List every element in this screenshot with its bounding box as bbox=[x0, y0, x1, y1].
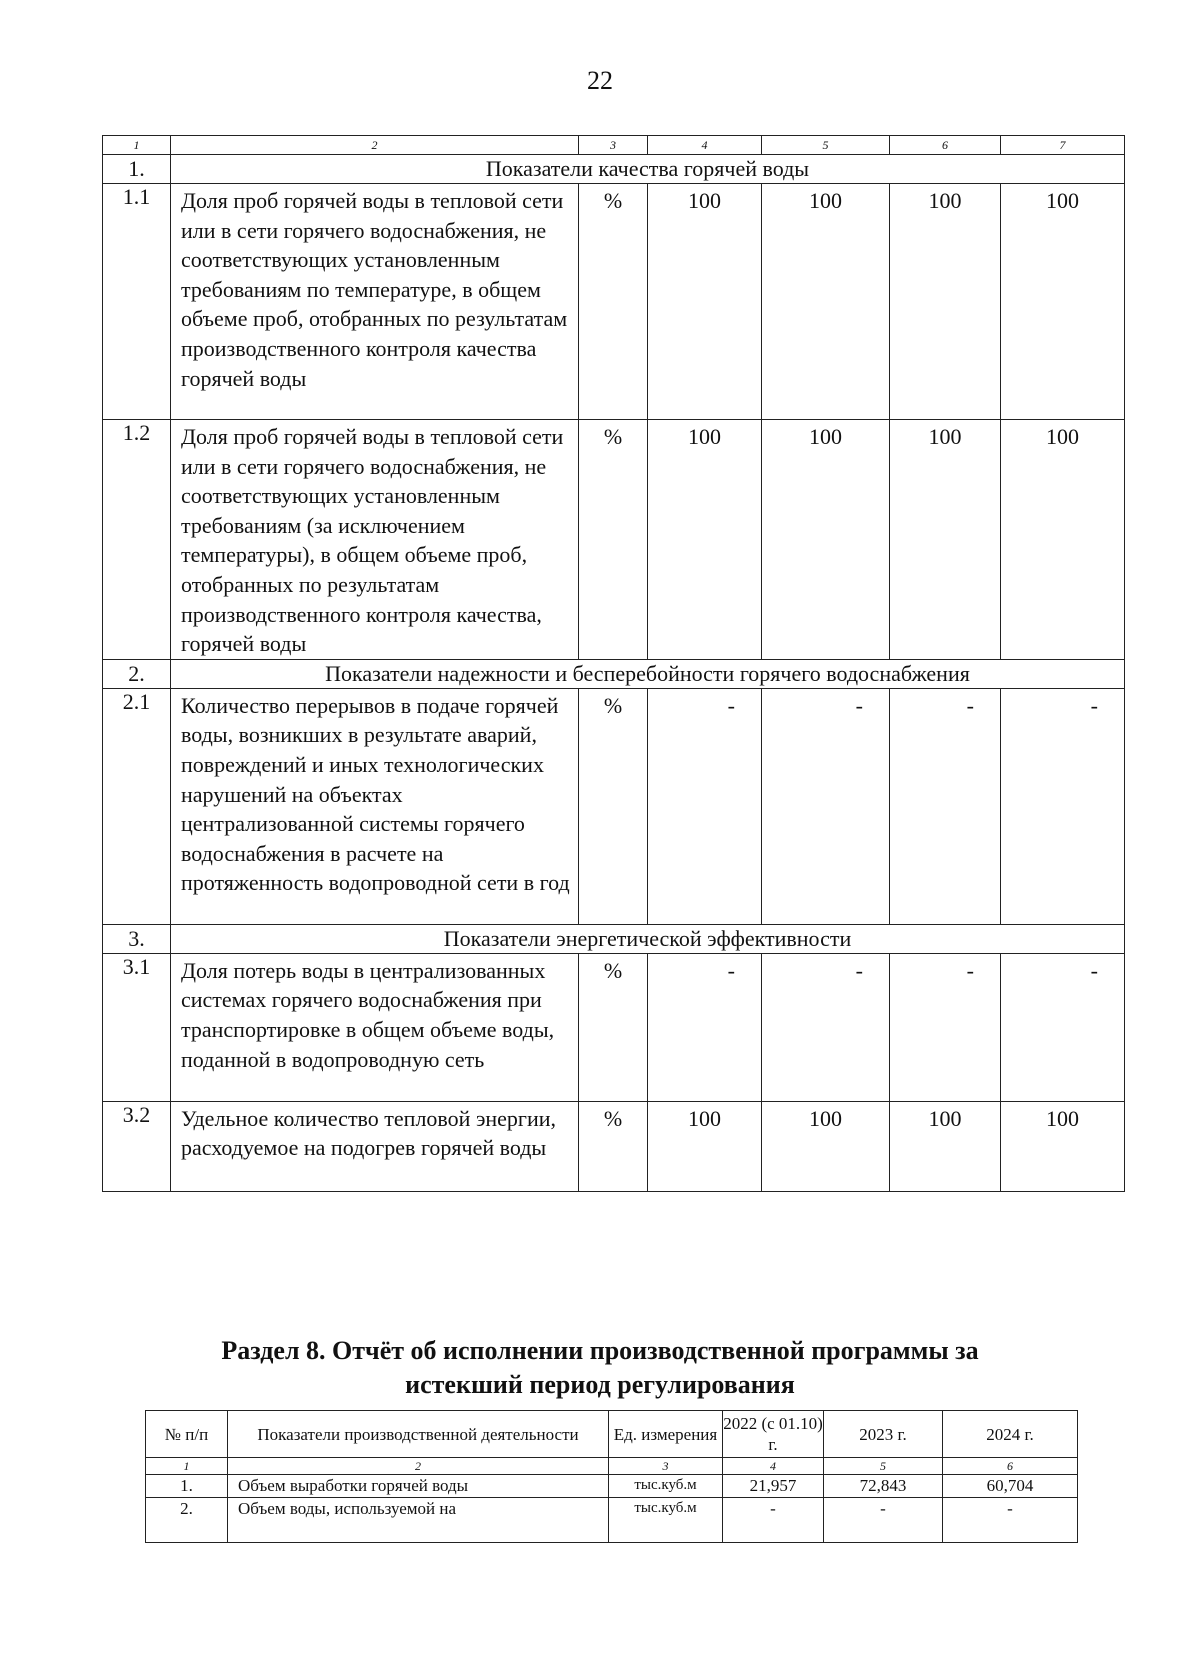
row-number: 2.1 bbox=[103, 688, 171, 924]
section-row bbox=[103, 155, 1125, 184]
value-cell: 100 bbox=[762, 420, 890, 660]
value-cell: 100 bbox=[890, 1101, 1001, 1191]
value-cell: - bbox=[1001, 688, 1125, 924]
header-cell: № п/п bbox=[146, 1411, 228, 1458]
indicator-name: Доля потерь воды в централизованных системах горячего водоснабжения при транспортировке в общем объеме воды, поданной в водопроводную сеть bbox=[171, 953, 579, 1101]
quality-indicators-table bbox=[102, 135, 1125, 1192]
value-cell: 60,704 bbox=[943, 1475, 1078, 1498]
row-number: 1.1 bbox=[103, 184, 171, 420]
header-row bbox=[146, 1411, 1078, 1458]
table-row bbox=[146, 1498, 1078, 1543]
section-title: Показатели энергетической эффективности bbox=[171, 924, 1125, 953]
value-cell: 100 bbox=[762, 1101, 890, 1191]
column-number: 6 bbox=[943, 1458, 1078, 1475]
value-cell: 100 bbox=[1001, 420, 1125, 660]
table-row bbox=[103, 184, 1125, 420]
value-cell: - bbox=[1001, 953, 1125, 1101]
value-cell: 100 bbox=[648, 1101, 762, 1191]
section-8-heading bbox=[0, 1334, 1200, 1402]
header-cell: Показатели производственной деятельности bbox=[228, 1411, 609, 1458]
value-cell: - bbox=[890, 688, 1001, 924]
unit-cell: % bbox=[579, 420, 648, 660]
section-number: 1. bbox=[103, 155, 171, 184]
indicator-name: Доля проб горячей воды в тепловой сети или в сети горячего водоснабжения, не соответствующих установленным требованиям (за исключением температуры), в общем объеме проб, отобранных по результатам производственного контроля качества, горячей воды bbox=[171, 420, 579, 660]
page-number: 22 bbox=[587, 66, 613, 95]
header-cell: Ед. измерения bbox=[609, 1411, 723, 1458]
section-number: 3. bbox=[103, 924, 171, 953]
value-cell: - bbox=[723, 1498, 824, 1543]
row-number: 3.1 bbox=[103, 953, 171, 1101]
table-row bbox=[146, 1475, 1078, 1498]
column-number-row bbox=[103, 136, 1125, 155]
value-cell: 100 bbox=[890, 184, 1001, 420]
unit-cell: тыс.куб.м bbox=[609, 1475, 723, 1498]
value-cell: 21,957 bbox=[723, 1475, 824, 1498]
value-cell: 100 bbox=[1001, 1101, 1125, 1191]
column-number: 7 bbox=[1001, 136, 1125, 155]
indicator-name: Удельное количество тепловой энергии, расходуемое на подогрев горячей воды bbox=[171, 1101, 579, 1191]
value-cell: 100 bbox=[762, 184, 890, 420]
section-title: Показатели качества горячей воды bbox=[171, 155, 1125, 184]
unit-cell: тыс.куб.м bbox=[609, 1498, 723, 1543]
value-cell: 100 bbox=[890, 420, 1001, 660]
indicator-name: Объем выработки горячей воды bbox=[228, 1475, 609, 1498]
value-cell: 100 bbox=[648, 420, 762, 660]
column-number: 5 bbox=[762, 136, 890, 155]
section-8-heading-line: истекший период регулирования bbox=[405, 1370, 795, 1399]
unit-cell: % bbox=[579, 1101, 648, 1191]
section-row bbox=[103, 659, 1125, 688]
value-cell: - bbox=[762, 953, 890, 1101]
column-number: 1 bbox=[146, 1458, 228, 1475]
indicator-name: Доля проб горячей воды в тепловой сети или в сети горячего водоснабжения, не соответствующих установленным требованиям по температуре, в общем объеме проб, отобранных по результатам производственного контроля качества горячей воды bbox=[171, 184, 579, 420]
header-cell: 2022 (с 01.10) г. bbox=[723, 1411, 824, 1458]
indicator-name: Количество перерывов в подаче горячей воды, возникших в результате аварий, повреждений и иных технологических нарушений на объектах централизованной системы горячего водоснабжения в расчете на протяженность водопроводной сети в год bbox=[171, 688, 579, 924]
column-number: 3 bbox=[609, 1458, 723, 1475]
value-cell: 100 bbox=[1001, 184, 1125, 420]
section-title: Показатели надежности и бесперебойности горячего водоснабжения bbox=[171, 659, 1125, 688]
row-number: 1. bbox=[146, 1475, 228, 1498]
value-cell: 100 bbox=[648, 184, 762, 420]
table-row bbox=[103, 420, 1125, 660]
table-row bbox=[103, 688, 1125, 924]
indicator-name: Объем воды, используемой на bbox=[228, 1498, 609, 1543]
table-row bbox=[103, 1101, 1125, 1191]
header-cell: 2024 г. bbox=[943, 1411, 1078, 1458]
unit-cell: % bbox=[579, 184, 648, 420]
column-number: 5 bbox=[824, 1458, 943, 1475]
row-number: 1.2 bbox=[103, 420, 171, 660]
table-row bbox=[103, 953, 1125, 1101]
column-number: 4 bbox=[723, 1458, 824, 1475]
section-row bbox=[103, 924, 1125, 953]
production-report-table bbox=[145, 1410, 1078, 1543]
value-cell: - bbox=[890, 953, 1001, 1101]
value-cell: - bbox=[943, 1498, 1078, 1543]
row-number: 3.2 bbox=[103, 1101, 171, 1191]
column-number: 4 bbox=[648, 136, 762, 155]
column-number: 3 bbox=[579, 136, 648, 155]
value-cell: 72,843 bbox=[824, 1475, 943, 1498]
unit-cell: % bbox=[579, 953, 648, 1101]
column-number: 2 bbox=[171, 136, 579, 155]
column-number: 1 bbox=[103, 136, 171, 155]
column-number: 6 bbox=[890, 136, 1001, 155]
section-number: 2. bbox=[103, 659, 171, 688]
value-cell: - bbox=[824, 1498, 943, 1543]
column-number-row bbox=[146, 1458, 1078, 1475]
value-cell: - bbox=[648, 953, 762, 1101]
row-number: 2. bbox=[146, 1498, 228, 1543]
unit-cell: % bbox=[579, 688, 648, 924]
value-cell: - bbox=[648, 688, 762, 924]
column-number: 2 bbox=[228, 1458, 609, 1475]
section-8-heading-line: Раздел 8. Отчёт об исполнении производственной программы за bbox=[221, 1336, 979, 1365]
value-cell: - bbox=[762, 688, 890, 924]
header-cell: 2023 г. bbox=[824, 1411, 943, 1458]
